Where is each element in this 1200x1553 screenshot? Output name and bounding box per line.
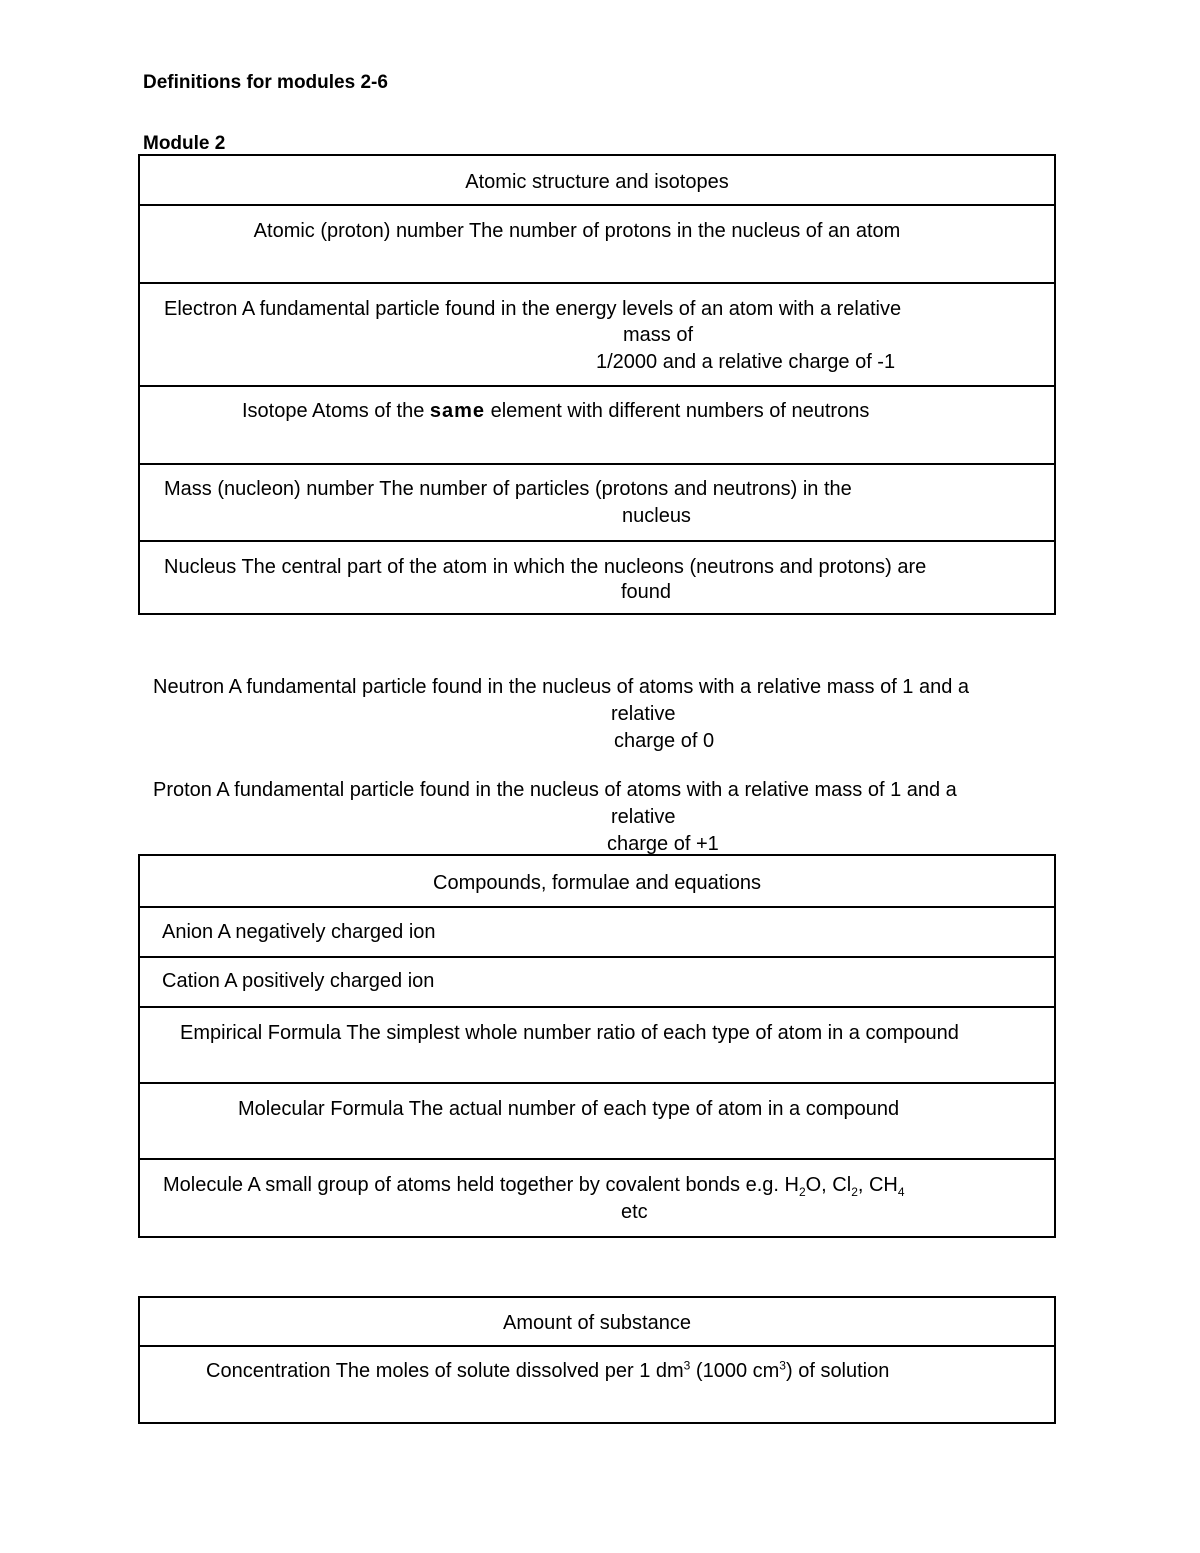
definition-text-part: Molecule A small group of atoms held together by covalent bonds e.g. H xyxy=(163,1174,799,1196)
definition-text-cont: etc xyxy=(621,1201,648,1223)
proton-definition-cont: charge of +1 xyxy=(607,833,719,855)
definition-row-anion xyxy=(140,906,1054,956)
definition-row-mass-number xyxy=(140,463,1054,540)
subscript: 2 xyxy=(851,1185,858,1199)
definition-text-part: Concentration The moles of solute dissolved per 1 dm xyxy=(206,1360,684,1382)
definition-text: Cation A positively charged ion xyxy=(162,970,435,992)
table-header: Amount of substance xyxy=(503,1312,691,1334)
definition-text-part: (1000 cm xyxy=(690,1360,780,1382)
superscript: 3 xyxy=(779,1358,786,1373)
definition-row-concentration xyxy=(140,1345,1054,1422)
definition-row-electron xyxy=(140,282,1054,385)
table-header: Compounds, formulae and equations xyxy=(433,872,761,894)
definition-text: Molecular Formula The actual number of each type of atom in a compound xyxy=(238,1098,900,1120)
table-header-row xyxy=(140,1298,1054,1345)
definition-row-atomic-number xyxy=(140,204,1054,282)
definition-row-nucleus xyxy=(140,540,1054,613)
definition-text-cont: 1/2000 and a relative charge of -1 xyxy=(596,351,896,373)
definition-text-part: O, Cl xyxy=(805,1174,852,1196)
definition-text: Nucleus The central part of the atom in which the nucleons (neutrons and protons) are xyxy=(164,556,927,578)
neutron-definition-cont: relative xyxy=(611,703,676,725)
definition-row-cation xyxy=(140,956,1054,1006)
definition-text: Mass (nucleon) number The number of particles (protons and neutrons) in the xyxy=(164,478,852,500)
neutron-definition: Neutron A fundamental particle found in the nucleus of atoms with a relative mass of 1 and a xyxy=(153,676,970,698)
definition-row-isotope xyxy=(140,385,1054,463)
definition-text: Empirical Formula The simplest whole number ratio of each type of atom in a compound xyxy=(180,1022,959,1044)
definition-text xyxy=(242,400,869,423)
compounds-table xyxy=(138,854,1056,1238)
definition-text: Anion A negatively charged ion xyxy=(162,921,436,943)
definition-text: Atomic (proton) number The number of protons in the nucleus of an atom xyxy=(253,220,901,242)
definition-text-cont: nucleus xyxy=(622,505,691,527)
atomic-structure-table xyxy=(138,154,1056,615)
document-title: Definitions for modules 2-6 xyxy=(143,72,388,93)
definition-text xyxy=(163,1174,905,1197)
subscript: 2 xyxy=(798,1185,806,1199)
definition-text: Electron A fundamental particle found in the energy levels of an atom with a relative xyxy=(164,298,902,320)
superscript: 3 xyxy=(683,1358,691,1373)
table-header-row xyxy=(140,156,1054,204)
table-header-row xyxy=(140,856,1054,906)
proton-definition: Proton A fundamental particle found in the nucleus of atoms with a relative mass of 1 and a xyxy=(153,779,957,801)
module-heading: Module 2 xyxy=(143,133,226,154)
definition-text-part: , CH xyxy=(857,1174,898,1196)
emphasis-word: same xyxy=(429,400,486,422)
definition-row-molecule xyxy=(140,1158,1054,1236)
neutron-definition-cont: charge of 0 xyxy=(614,730,715,752)
proton-definition-cont: relative xyxy=(611,806,676,828)
definition-text-cont: mass of xyxy=(623,324,694,346)
definition-row-empirical xyxy=(140,1006,1054,1082)
subscript: 4 xyxy=(897,1185,905,1199)
definition-row-molecular xyxy=(140,1082,1054,1158)
definition-text xyxy=(206,1360,889,1383)
amount-of-substance-table xyxy=(138,1296,1056,1424)
definition-text-part: element with different numbers of neutrons xyxy=(485,400,870,422)
definition-text-part: ) of solution xyxy=(785,1360,890,1382)
definition-text-part: Isotope Atoms of the xyxy=(242,400,430,422)
definition-text-cont: found xyxy=(621,581,672,603)
table-header: Atomic structure and isotopes xyxy=(465,171,729,193)
